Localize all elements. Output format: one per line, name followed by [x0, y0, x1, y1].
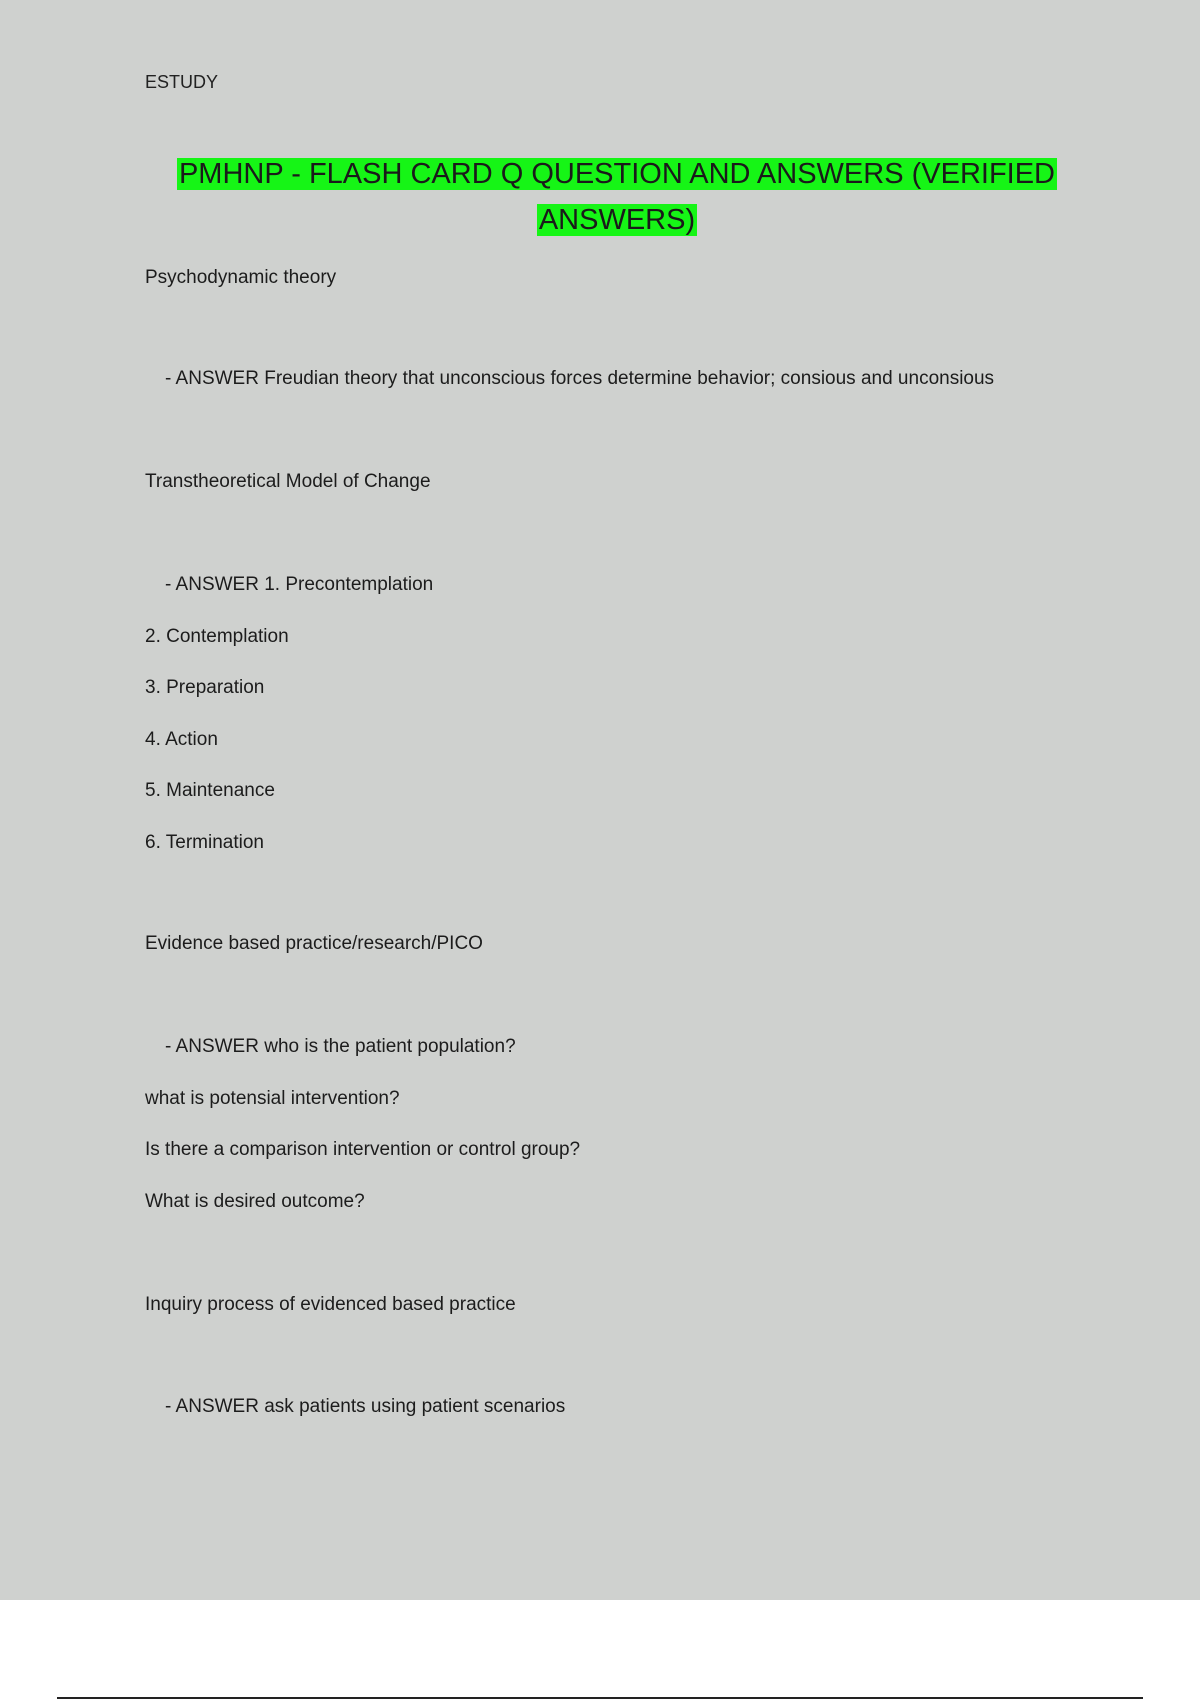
card-answer-line: what is potensial intervention?: [145, 1088, 400, 1109]
header-label: ESTUDY: [145, 72, 219, 92]
card-answer-line: What is desired outcome?: [145, 1191, 365, 1212]
card-answer-line: - ANSWER 1. Precontemplation: [165, 574, 434, 595]
card-answer-line: 6. Termination: [145, 832, 264, 853]
card-answer-line: Is there a comparison intervention or control group?: [145, 1139, 581, 1160]
card-answer-line: 5. Maintenance: [145, 780, 275, 801]
card-answer-line: - ANSWER who is the patient population?: [165, 1036, 516, 1057]
document-title: [0, 151, 1200, 243]
footer-divider: [57, 1697, 1143, 1699]
card-answer-line: - ANSWER ask patients using patient scenarios: [165, 1396, 566, 1417]
title-line-1: PMHNP - FLASH CARD Q QUESTION AND ANSWERS (VERIFIED: [178, 158, 1056, 190]
card-question: Evidence based practice/research/PICO: [145, 933, 483, 954]
card-question: Psychodynamic theory: [145, 267, 337, 288]
title-line-2: ANSWERS): [538, 204, 696, 236]
card-answer-line: 4. Action: [145, 729, 218, 750]
card-answer-line: 3. Preparation: [145, 677, 265, 698]
card-question: Transtheoretical Model of Change: [145, 471, 431, 492]
card-question: Inquiry process of evidenced based practice: [145, 1294, 516, 1315]
card-answer-line: 2. Contemplation: [145, 626, 289, 647]
card-answer-line: - ANSWER Freudian theory that unconscious forces determine behavior; consious and unconsious: [165, 368, 995, 389]
